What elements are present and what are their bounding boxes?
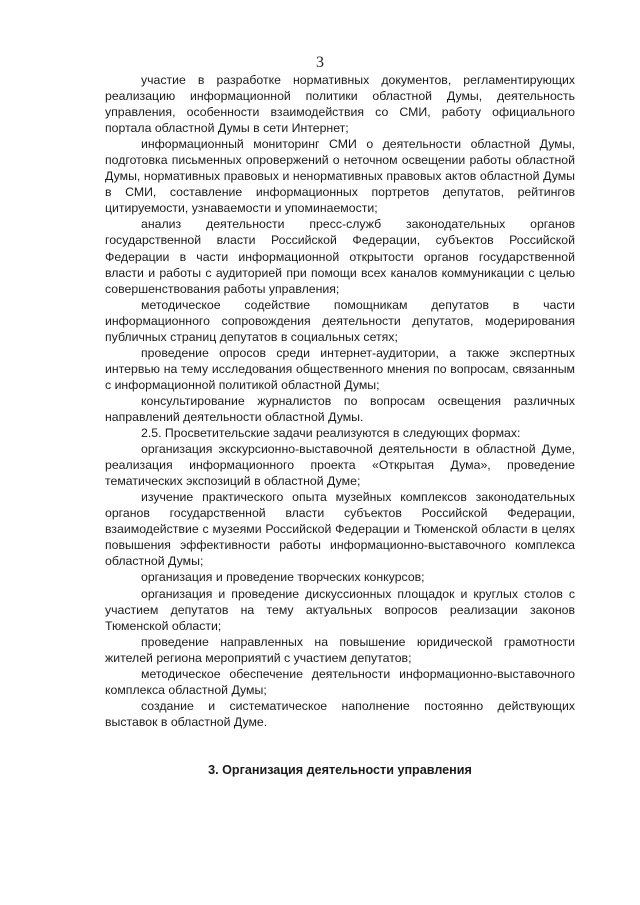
paragraph-legal-literacy: проведение направленных на повышение юридической грамотности жителей региона мероприятий с участием депутатов; bbox=[105, 634, 575, 665]
paragraph-surveys: проведение опросов среди интернет-аудитории, а также экспертных интервью на тему исследования общественного мнения по вопросам, связанным с информационной политикой областной Думы; bbox=[105, 345, 575, 392]
paragraph-portal-regulation: участие в разработке нормативных документов, регламентирующих реализацию информационной политики областной Думы, деятельность управления, особенности взаимодействия со СМИ, работу официального портала областной Думы в сети Интернет; bbox=[105, 73, 575, 136]
paragraph-press-service-analysis: анализ деятельности пресс-служб законодательных органов государственной власти Российской Федерации, субъектов Российской Федерации в части информационной открытости органов государственной власти и работы с аудиторией при помощи всех каналов коммуникации с целью совершенствования работы управления; bbox=[105, 217, 575, 296]
paragraph-exhibitions: создание и систематическое наполнение постоянно действующих выставок в областной Думе. bbox=[105, 698, 575, 729]
paragraph-methodical-support: методическое обеспечение деятельности информационно-выставочного комплекса областной Думы; bbox=[105, 666, 575, 697]
section-heading: 3. Организация деятельности управления bbox=[208, 763, 472, 777]
paragraph-excursions: организация экскурсионно-выставочной деятельности в областной Думе, реализация информационного проекта «Открытая Дума», проведение тематических экспозиций в областной Думе; bbox=[105, 442, 575, 489]
paragraph-discussion-platforms: организация и проведение дискуссионных площадок и круглых столов с участием депутатов на тему актуальных вопросов реализации законов Тюменской области; bbox=[105, 586, 575, 633]
paragraph-museum-study: изучение практического опыта музейных комплексов законодательных органов государственной власти субъектов Российской Федерации, взаимодействие с музеями Российской Федерации и Тюменской области в целях повышения эффективности работы информационно-выставочного комплекса областной Думы; bbox=[105, 490, 575, 569]
paragraph-creative-contests: организация и проведение творческих конкурсов; bbox=[141, 570, 425, 585]
document-body bbox=[105, 72, 575, 730]
paragraph-educational-tasks: 2.5. Просветительские задачи реализуются в следующих формах: bbox=[141, 426, 521, 441]
paragraph-assistant-support: методическое содействие помощникам депутатов в части информационного сопровождения деятельности депутатов, модерирования публичных страниц депутатов в социальных сетях; bbox=[105, 297, 575, 344]
paragraph-journalist-consulting: консультирование журналистов по вопросам освещения различных направлений деятельности областной Думы. bbox=[105, 393, 575, 424]
page-number: 3 bbox=[316, 54, 324, 71]
paragraph-media-monitoring: информационный мониторинг СМИ о деятельности областной Думы, подготовка письменных опровержений о неточном освещении работы областной Думы, нормативных правовых и ненормативных правовых актов областной Думы в СМИ, составление информационных портретов депутатов, рейтингов цитируемости, узнаваемости и упоминаемости; bbox=[105, 137, 575, 216]
